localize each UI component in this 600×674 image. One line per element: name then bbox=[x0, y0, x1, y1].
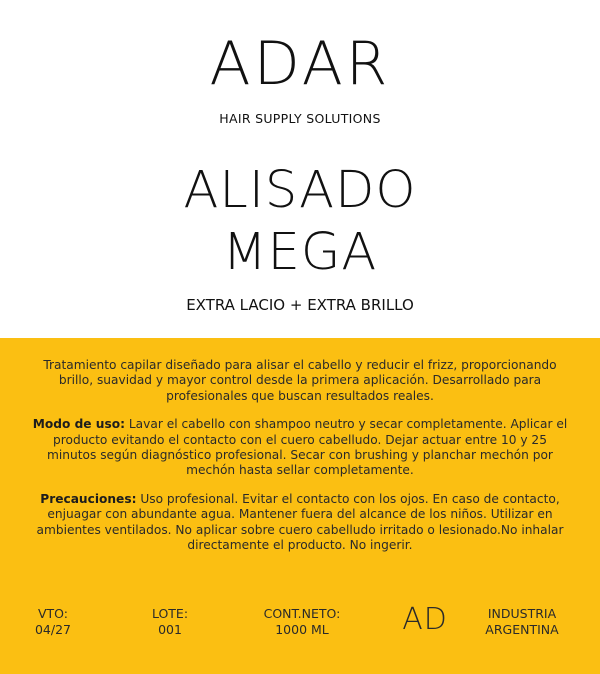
info-panel bbox=[0, 338, 600, 674]
usage-paragraph bbox=[30, 417, 570, 479]
usage-title: Modo de uso: bbox=[32, 417, 125, 432]
ad-logo-mark: AD bbox=[402, 602, 448, 637]
batch-block bbox=[138, 606, 202, 638]
net-content-label: CONT.NETO: bbox=[263, 606, 341, 621]
product-name-line1: ALISADO bbox=[183, 161, 417, 220]
label-footer bbox=[0, 602, 600, 646]
expiry-block bbox=[27, 606, 79, 638]
batch-value: 001 bbox=[158, 622, 182, 637]
net-content-value: 1000 ML bbox=[275, 622, 329, 637]
product-name-line2: MEGA bbox=[222, 223, 378, 282]
precautions-title: Precauciones: bbox=[40, 491, 137, 506]
expiry-value: 04/27 bbox=[34, 622, 72, 637]
expiry-label: VTO: bbox=[37, 606, 69, 621]
usage-text: Lavar el cabello con shampoo neutro y secar completamente. Aplicar el producto evitando el contacto con el cuero cabelludo. Dejar actuar entre 10 y 25 minutos según diagnóstico profesional. Secar con brushing y planchar mechón por mechón hasta sellar completamente. bbox=[47, 417, 568, 478]
precautions-paragraph bbox=[30, 492, 570, 554]
brand-subtitle: HAIR SUPPLY SOLUTIONS bbox=[219, 111, 381, 126]
net-content-block bbox=[252, 606, 352, 638]
product-tagline: EXTRA LACIO + EXTRA BRILLO bbox=[186, 296, 414, 314]
origin-line2: ARGENTINA bbox=[485, 622, 559, 637]
info-text bbox=[30, 358, 570, 566]
origin-block bbox=[474, 606, 570, 638]
batch-label: LOTE: bbox=[151, 606, 189, 621]
product-name bbox=[0, 160, 600, 284]
precautions-text: Uso profesional. Evitar el contacto con los ojos. En caso de contacto, enjuagar con abundante agua. Mantener fuera del alcance de los niños. Utilizar en ambientes ventilados. No aplicar sobre cuero cabelludo irritado o lesionado.No inhalar directamente el producto. No ingerir. bbox=[36, 491, 564, 553]
brand-name: ADAR bbox=[209, 29, 391, 99]
origin-line1: INDUSTRIA bbox=[487, 606, 557, 621]
description-paragraph: Tratamiento capilar diseñado para alisar el cabello y reducir el frizz, proporcionando brillo, suavidad y mayor control desde la primera aplicación. Desarrollado para profesionales que buscan resultados reales. bbox=[43, 358, 557, 403]
